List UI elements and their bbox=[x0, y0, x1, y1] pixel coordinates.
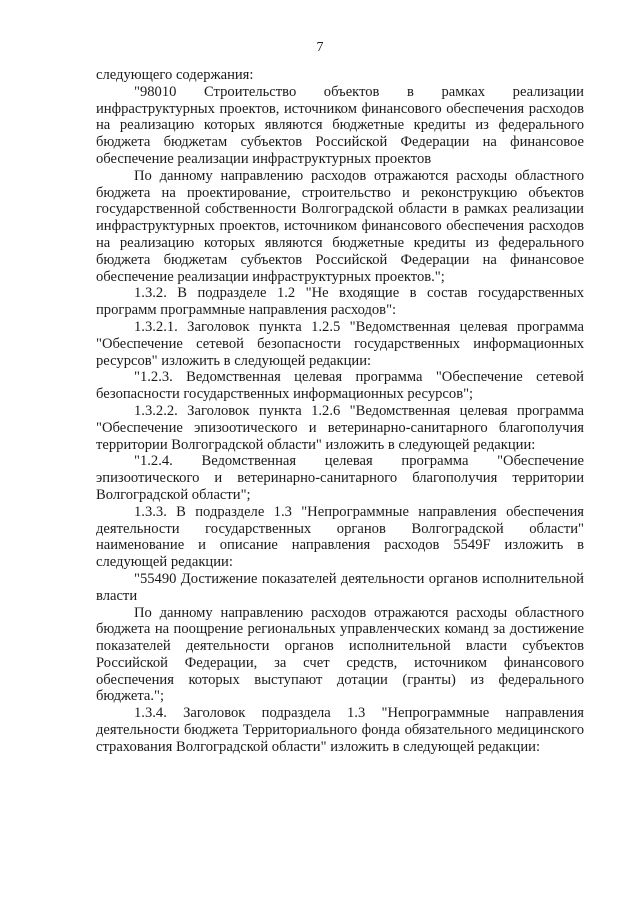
page-number: 7 bbox=[316, 40, 324, 55]
paragraph-1-3-2-2: 1.3.2.2. Заголовок пункта 1.2.6 "Ведомственная целевая программа "Обеспечение эпизоотического и ветеринарно-санитарного благополучия территории Волгоградской области" изложить в следующей редакции: bbox=[96, 402, 584, 453]
paragraph-1-3-2-1: 1.3.2.1. Заголовок пункта 1.2.5 "Ведомственная целевая программа "Обеспечение сетевой безопасности государственных информационных ресурсов" изложить в следующей редакции: bbox=[96, 318, 584, 369]
paragraph-1-3-2: 1.3.2. В подразделе 1.2 "Не входящие в состав государственных программ программные направления расходов": bbox=[96, 285, 584, 319]
paragraph-1-3-4: 1.3.4. Заголовок подраздела 1.3 "Непрограммные направления деятельности бюджета Территориального фонда обязательного медицинского страхования Волгоградской области" изложить в следующей редакции: bbox=[96, 705, 584, 755]
paragraph-1-3-3: 1.3.3. В подразделе 1.3 "Непрограммные направления обеспечения деятельности государственных органов Волгоградской области" наименование и описание направления расходов 5549F изложить в следующей редакции: bbox=[96, 503, 584, 571]
paragraph-98010-description: По данному направлению расходов отражаются расходы областного бюджета на проектирование, строительство и реконструкцию объектов государственной собственности Волгоградской области в рамках реализации инфраструктурных проектов, источником финансового обеспечения расходов на реализацию которых являются бюджетные кредиты из федерального бюджета бюджетам субъектов Российской Федерации на финансовое обеспечение реализации инфраструктурных проектов."; bbox=[96, 167, 584, 285]
document-body bbox=[96, 67, 584, 756]
paragraph-1-2-3-title: "1.2.3. Ведомственная целевая программа "Обеспечение сетевой безопасности государственных информационных ресурсов"; bbox=[96, 369, 584, 403]
paragraph-55490-description: По данному направлению расходов отражаются расходы областного бюджета на поощрение региональных управленческих команд за достижение показателей деятельности органов исполнительной власти субъектов Российской Федерации, за счет средств, источником финансового обеспечения которых выступают дотации (гранты) из федерального бюджета."; bbox=[96, 604, 584, 705]
paragraph-1-2-4-title: "1.2.4. Ведомственная целевая программа "Обеспечение эпизоотического и ветеринарно-санитарного благополучия территории Волгоградской области"; bbox=[96, 453, 584, 503]
paragraph-98010-heading: "98010 Строительство объектов в рамках реализации инфраструктурных проектов, источником финансового обеспечения расходов на реализацию которых являются бюджетные кредиты из федерального бюджета бюджетам субъектов Российской Федерации на финансовое обеспечение реализации инфраструктурных проектов bbox=[96, 83, 584, 167]
paragraph-55490-heading: "55490 Достижение показателей деятельности органов исполнительной власти bbox=[96, 570, 584, 604]
paragraph-intro: следующего содержания: bbox=[96, 67, 254, 83]
